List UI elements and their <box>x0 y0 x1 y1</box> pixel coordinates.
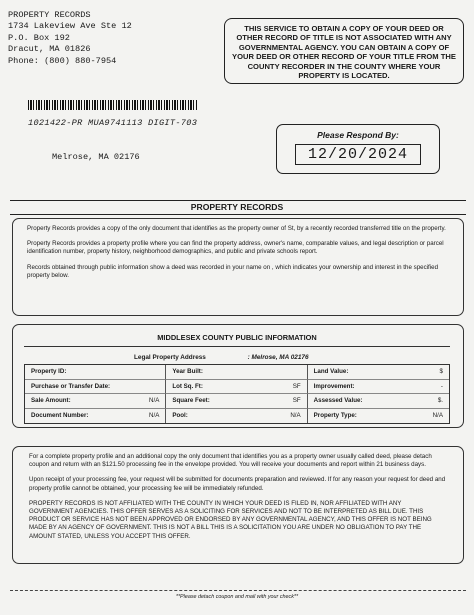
divider <box>10 214 466 215</box>
sender-address-line1: 1734 Lakeview Ave Ste 12 <box>8 21 132 32</box>
divider <box>24 346 450 347</box>
affiliation-disclaimer: PROPERTY RECORDS IS NOT AFFILIATED WITH THE COUNTY IN WHICH YOUR DEED IS FILED IN, NOR AFFILIATED WITH ANY GOVERNMENT AGENCIES. THIS OFFER SERVES AS A SOLICITING FOR SERVICES AND NOT TO BE INTERPRETED AS BILL DUE. THIS PRODUCT OR SERVICE HAS NOT BEEN APPROVED OR ENDORSED BY ANY GOVERNMENTAL AGENCY, AND THIS OFFER IS NOT BEING MADE BY AN AGENCY OF GOVERNMENT. THIS IS NOT A BILL THIS IS A SOLICITATION YOU ARE UNDER NO OBLIGATION TO PAY THE AMOUNT STATED, UNLESS YOU ACCEPT THIS OFFER. <box>29 499 432 540</box>
legal-address-value: : Melrose, MA 02176 <box>247 354 309 361</box>
records-paragraph-2: Property Records provides a property profile where you can find the property address, owner's name, comparable values, and legal description or parcel identification number, property history, neighborhood demographics, and public and private schools report. <box>27 240 444 256</box>
sender-city: Dracut, MA 01826 <box>8 44 91 55</box>
legal-address-label: Legal Property Address <box>134 354 206 361</box>
respond-by-box <box>276 124 440 174</box>
coupon-paragraph-2: Upon receipt of your processing fee, your request will be submitted for documents preparation and reviewed. If for any reason your request for deed and property profile cannot be obtained, your processing fee will be immediately refunded. <box>29 476 446 492</box>
county-info-title: MIDDLESEX COUNTY PUBLIC INFORMATION <box>157 333 317 342</box>
field-improvement: Improvement: - <box>308 380 449 395</box>
field-property-type: Property Type: N/A <box>313 412 443 420</box>
field-pool: Pool: N/A <box>166 409 307 424</box>
reference-numbers: 1021422-PR MUA9741113 DIGIT-703 <box>28 118 198 128</box>
field-square-feet: Square Feet: SF <box>166 394 307 409</box>
sender-address-line2: P.O. Box 192 <box>8 32 70 43</box>
divider <box>10 200 466 201</box>
respond-by-label: Please Respond By: <box>317 130 399 140</box>
records-paragraph-1: Property Records provides a copy of the only document that identifies as the property owner of St, by a recently recorded transferred title on the property. <box>27 225 446 232</box>
property-records-title: PROPERTY RECORDS <box>190 202 284 212</box>
field-lot-sqft: Lot Sq. Ft: SF <box>166 380 307 395</box>
field-sale-amount: Sale Amount: N/A <box>25 394 166 409</box>
field-property-id: Property ID: <box>25 365 166 380</box>
coupon-paragraph-1: For a complete property profile and an additional copy the only document that identifies you as a property owner usually called deed, please detach coupon and return with an $121.50 processing fee in the envelope provided. You will receive your documents and report within 21 business days. <box>29 453 432 469</box>
coupon-cut-line <box>10 590 466 591</box>
sender-address <box>8 10 132 67</box>
non-government-notice: THIS SERVICE TO OBTAIN A COPY OF YOUR DEED OR OTHER RECORD OF TITLE IS NOT ASSOCIATED WITH ANY GOVERNMENTAL AGENCY. YOU CAN OBTAIN A COPY OF YOUR DEED OR OTHER RECORD OF YOUR TITLE FROM THE COUNTY RECORDER IN THE COUNTY WHERE YOUR PROPERTY IS LOCATED. <box>224 18 464 84</box>
sender-phone: Phone: (800) 880-7954 <box>8 55 117 66</box>
postal-barcode <box>28 100 198 110</box>
detach-instruction: **Please detach coupon and mail with your check** <box>175 594 299 600</box>
recipient-address: Melrose, MA 02176 <box>52 152 140 162</box>
records-paragraph-3: Records obtained through public information show a deed was recorded in your name on , which indicates your ownership and interest in the specified property below. <box>27 263 439 279</box>
coupon-instructions-box <box>12 446 464 564</box>
legal-property-address <box>22 354 474 361</box>
sender-name: PROPERTY RECORDS <box>8 10 91 20</box>
field-land-value: Land Value: $ <box>308 365 449 380</box>
field-transfer-date: Purchase or Transfer Date: <box>25 380 166 395</box>
property-records-box <box>12 218 464 316</box>
field-document-number: Document Number: N/A <box>25 409 166 424</box>
property-info-grid <box>24 364 450 424</box>
respond-by-date: 12/20/2024 <box>295 144 421 165</box>
field-year-built: Year Built: <box>166 365 307 380</box>
field-assessed-value: Assessed Value: $. <box>308 394 449 409</box>
